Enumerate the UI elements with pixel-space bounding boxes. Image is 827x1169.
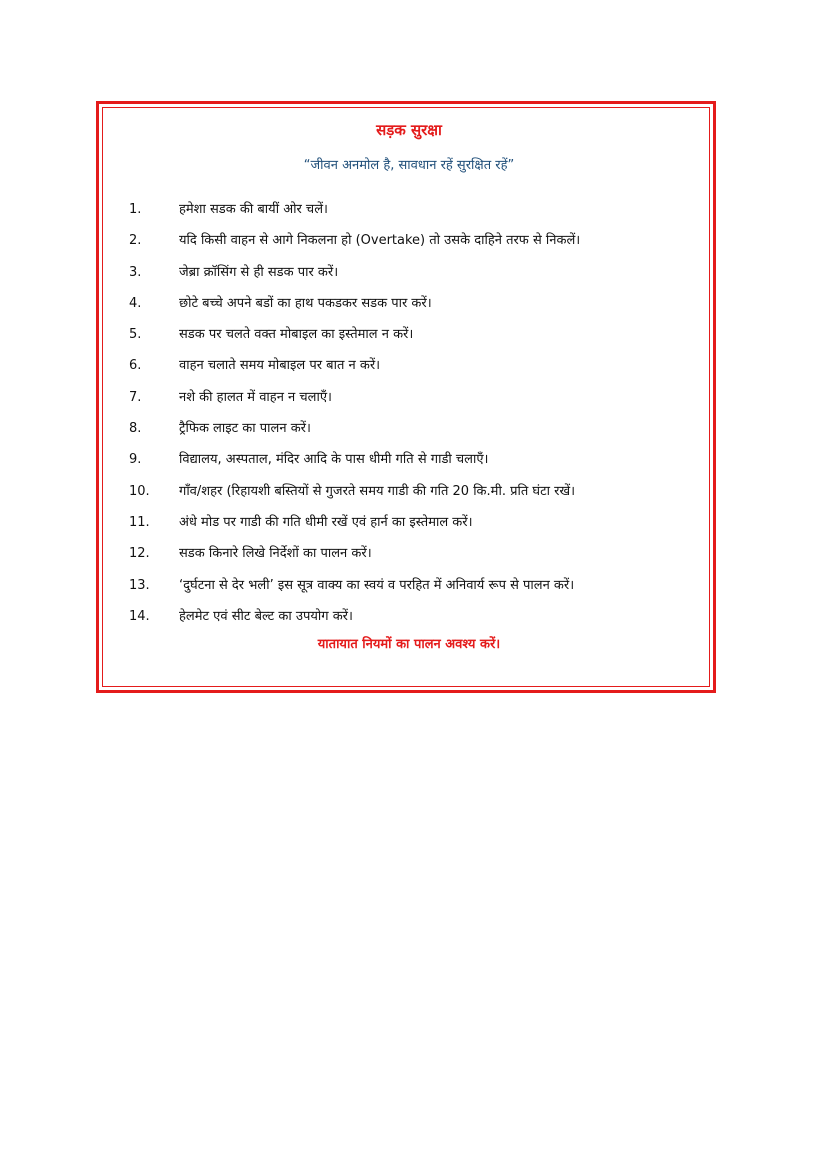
rule-number: 2.	[129, 233, 142, 249]
rule-item	[129, 232, 704, 263]
rule-number: 11.	[129, 514, 150, 530]
safety-rules-list	[129, 201, 704, 639]
rule-item	[129, 201, 704, 232]
road-safety-notice-frame	[96, 101, 716, 693]
rule-item	[129, 514, 704, 545]
rule-text: अंधे मोड पर गाडी की गति धीमी रखें एवं हार्न का इस्तेमाल करें।	[179, 514, 473, 530]
rule-item	[129, 357, 704, 388]
rule-item	[129, 608, 704, 639]
notice-title: सड़क सुरक्षा	[376, 121, 442, 139]
rule-number: 13.	[129, 577, 150, 593]
rule-item	[129, 326, 704, 357]
rule-number: 12.	[129, 546, 150, 562]
rule-number: 14.	[129, 608, 150, 624]
rule-item	[129, 577, 704, 608]
rule-number: 9.	[129, 452, 142, 468]
rule-text: विद्यालय, अस्पताल, मंदिर आदि के पास धीमी गति से गाडी चलाएँ।	[179, 452, 489, 468]
rule-text: नशे की हालत में वाहन न चलाएँ।	[179, 389, 332, 405]
rule-item	[129, 483, 704, 514]
rule-text: जेब्रा क्रॉसिंग से ही सडक पार करें।	[179, 264, 339, 280]
rule-text: सडक किनारे लिखे निर्देशों का पालन करें।	[179, 546, 372, 562]
rule-text: गाँव/शहर (रिहायशी बस्तियों से गुजरते समय गाडी की गति 20 कि.मी. प्रति घंटा रखें।	[179, 483, 576, 499]
notice-slogan: “जीवन अनमोल है, सावधान रहें सुरक्षित रहें”	[303, 158, 515, 173]
rule-text: वाहन चलाते समय मोबाइल पर बात न करें।	[179, 358, 381, 374]
rule-text: हेलमेट एवं सीट बेल्ट का उपयोग करें।	[179, 608, 353, 624]
rule-text: ‘दुर्घटना से देर भली’ इस सूत्र वाक्य का स्वयं व परहित में अनिवार्य रूप से पालन करें।	[179, 577, 575, 593]
rule-item	[129, 420, 704, 451]
rule-item	[129, 295, 704, 326]
rule-text: ट्रैफिक लाइट का पालन करें।	[179, 421, 311, 437]
rule-number: 8.	[129, 421, 142, 437]
rule-number: 10.	[129, 483, 150, 499]
rule-item	[129, 389, 704, 420]
rule-item	[129, 545, 704, 576]
rule-number: 1.	[129, 202, 142, 217]
rule-number: 3.	[129, 264, 142, 280]
rule-number: 6.	[129, 358, 142, 374]
rule-number: 4.	[129, 295, 142, 311]
rule-item	[129, 451, 704, 482]
rule-text: सडक पर चलते वक्त मोबाइल का इस्तेमाल न करें।	[179, 327, 414, 343]
closing-message: यातायात नियमों का पालन अवश्य करें।	[317, 637, 501, 652]
rule-number: 7.	[129, 389, 142, 405]
rule-item	[129, 264, 704, 295]
rule-text: छोटे बच्चे अपने बडों का हाथ पकडकर सडक पार करें।	[179, 295, 432, 311]
rule-text: यदि किसी वाहन से आगे निकलना हो (Overtake) तो उसके दाहिने तरफ से निकलें।	[179, 233, 581, 249]
rule-number: 5.	[129, 327, 142, 343]
rule-text: हमेशा सडक की बायीं ओर चलें।	[179, 202, 328, 217]
